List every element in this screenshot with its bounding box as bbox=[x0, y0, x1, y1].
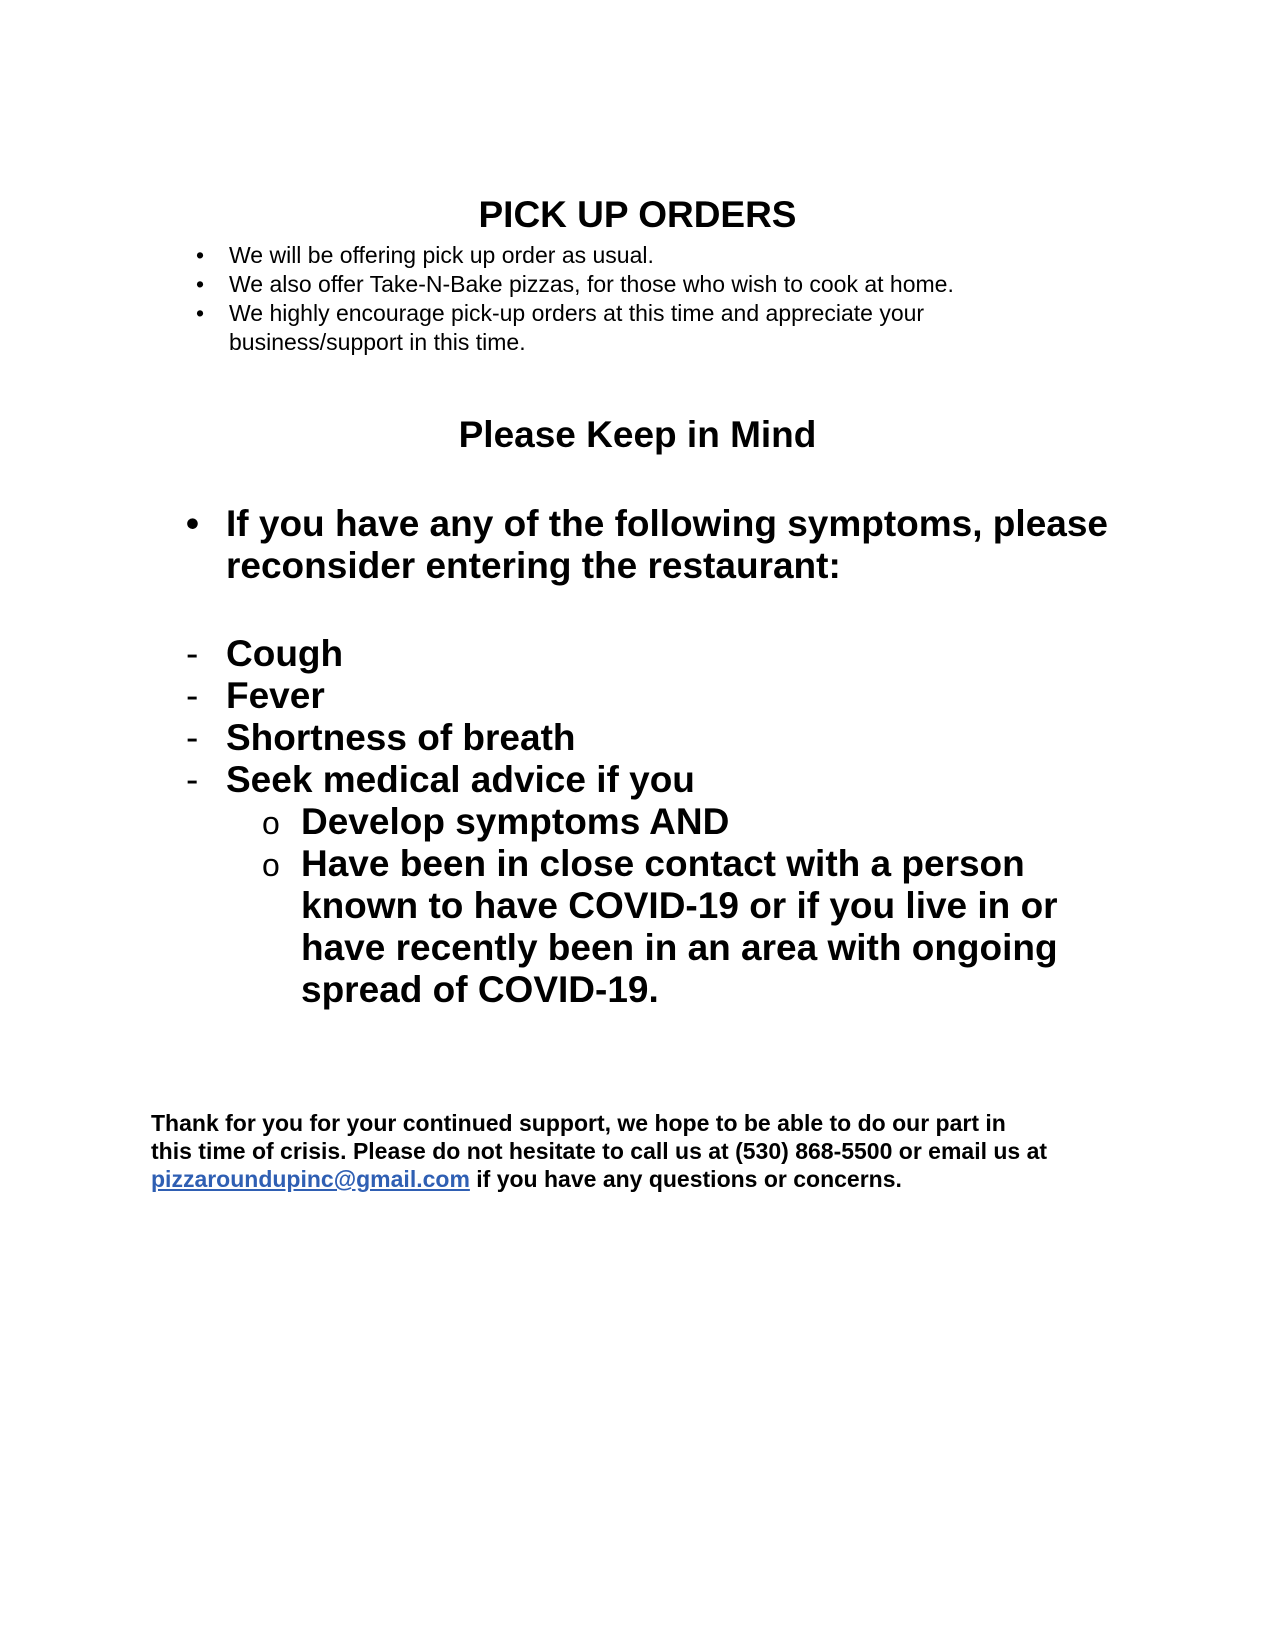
symptom-text: Fever bbox=[226, 675, 325, 716]
pickup-orders-heading: PICK UP ORDERS bbox=[478, 194, 797, 235]
dash-marker: - bbox=[186, 633, 199, 674]
bullet-icon: • bbox=[195, 300, 205, 326]
symptom-intro-line: If you have any of the following symptoms, please bbox=[226, 503, 1109, 544]
symptom-text: Shortness of breath bbox=[226, 717, 576, 758]
dash-marker: - bbox=[186, 759, 199, 800]
dash-marker: - bbox=[186, 717, 199, 758]
pickup-item-text: business/support in this time. bbox=[229, 329, 526, 355]
sub-item-line: Have been in close contact with a person bbox=[301, 843, 1025, 884]
email-link[interactable]: pizzaroundupinc@gmail.com bbox=[151, 1166, 470, 1192]
footer-line-tail: if you have any questions or concerns. bbox=[469, 1166, 902, 1192]
pickup-item-text: We also offer Take-N-Bake pizzas, for those who wish to cook at home. bbox=[229, 271, 954, 297]
sub-item-line: known to have COVID-19 or if you live in or bbox=[301, 885, 1058, 926]
symptom-intro-line: reconsider entering the restaurant: bbox=[226, 545, 841, 586]
symptom-text: Seek medical advice if you bbox=[226, 759, 695, 800]
bullet-icon: • bbox=[195, 242, 205, 268]
pickup-item-text: We will be offering pick up order as usual. bbox=[229, 242, 654, 268]
sub-item-line: Develop symptoms AND bbox=[301, 801, 730, 842]
symptom-text: Cough bbox=[226, 633, 344, 674]
pickup-item-text: We highly encourage pick-up orders at this time and appreciate your bbox=[229, 300, 925, 326]
sub-item-line: spread of COVID-19. bbox=[301, 969, 659, 1010]
dash-marker: - bbox=[186, 675, 199, 716]
bullet-icon: • bbox=[195, 271, 205, 297]
sub-item-line: have recently been in an area with ongoing bbox=[301, 927, 1058, 968]
footer-line: Thank for you for your continued support, we hope to be able to do our part in bbox=[151, 1110, 1006, 1136]
footer-line: this time of crisis. Please do not hesitate to call us at (530) 868-5500 or email us at bbox=[151, 1138, 1048, 1164]
footer-line bbox=[151, 1165, 902, 1193]
circle-bullet-icon: o bbox=[262, 847, 280, 883]
bullet-icon: • bbox=[186, 503, 199, 544]
circle-bullet-icon: o bbox=[262, 805, 280, 841]
keep-in-mind-heading: Please Keep in Mind bbox=[458, 414, 817, 455]
